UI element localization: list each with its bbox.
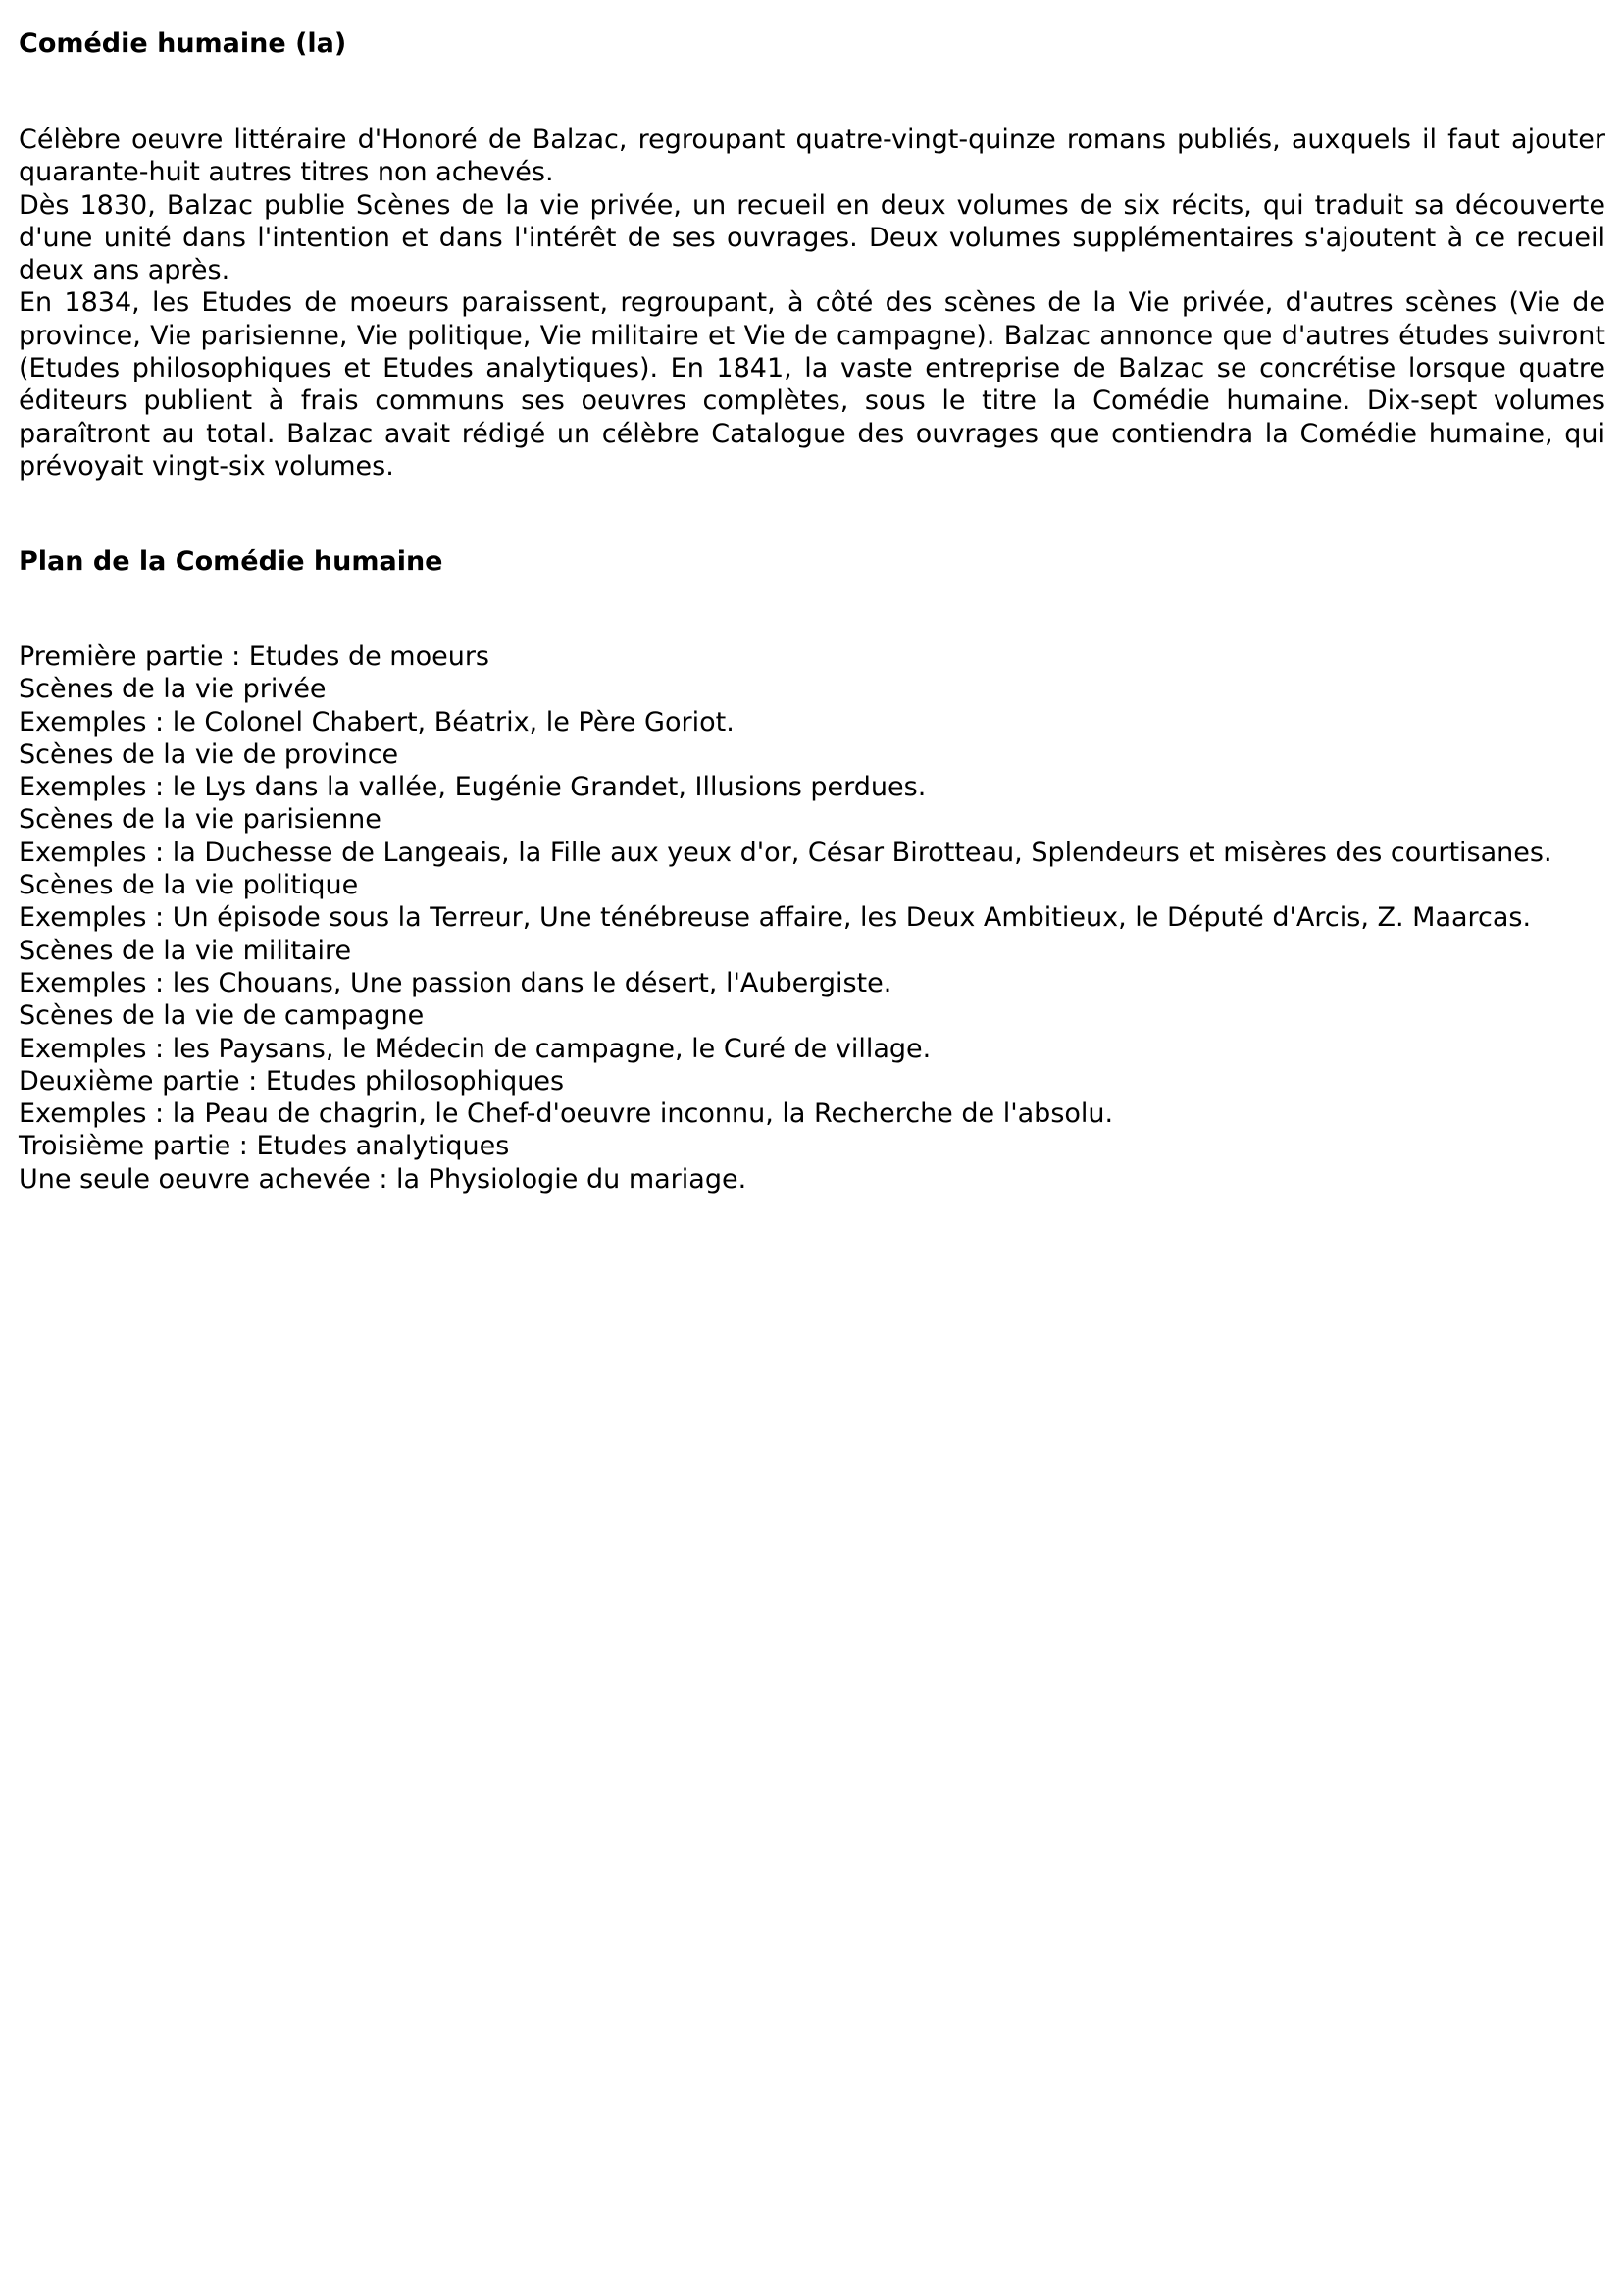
plan-scene-line: Scènes de la vie de province xyxy=(19,739,399,770)
plan-part-line: Troisième partie : Etudes analytiques xyxy=(19,1131,510,1162)
plan-scene-line: Scènes de la vie militaire xyxy=(19,935,352,966)
plan-list xyxy=(19,640,1605,1196)
plan-part-line: Première partie : Etudes de moeurs xyxy=(19,641,489,672)
plan-example-line: Exemples : la Duchesse de Langeais, la Fille aux yeux d'or, César Birotteau, Splendeurs et misères des courtisanes. xyxy=(19,837,1552,868)
plan-example-line: Une seule oeuvre achevée : la Physiologie du mariage. xyxy=(19,1163,747,1195)
plan-scene-line: Scènes de la vie parisienne xyxy=(19,804,381,836)
plan-example-line: Exemples : Un épisode sous la Terreur, Une ténébreuse affaire, les Deux Ambitieux, le Député d'Arcis, Z. Maarcas. xyxy=(19,902,1532,934)
intro-section xyxy=(19,124,1605,483)
intro-paragraph: Dès 1830, Balzac publie Scènes de la vie privée, un recueil en deux volumes de six récits, qui traduit sa découverte d'une unité dans l'intention et dans l'intérêt de ses ouvrages. Deux volumes supplémentaires s'ajoutent à ce recueil deux ans après. xyxy=(19,189,1605,286)
intro-paragraph: En 1834, les Etudes de moeurs paraissent, regroupant, à côté des scènes de la Vie privée, d'autres scènes (Vie de province, Vie parisienne, Vie politique, Vie militaire et Vie de campagne). Balzac annonce que d'autres études suivront (Etudes philosophiques et Etudes analytiques). En 1841, la vaste entreprise de Balzac se concrétise lorsque quatre éditeurs publient à frais communs ses oeuvres complètes, sous le titre la Comédie humaine. Dix-sept volumes paraîtront au total. Balzac avait rédigé un célèbre Catalogue des ouvrages que contiendra la Comédie humaine, qui prévoyait vingt-six volumes. xyxy=(19,287,1605,482)
plan-example-line: Exemples : le Colonel Chabert, Béatrix, le Père Goriot. xyxy=(19,706,735,738)
intro-paragraph: Célèbre oeuvre littéraire d'Honoré de Balzac, regroupant quatre-vingt-quinze romans publiés, auxquels il faut ajouter quarante-huit autres titres non achevés. xyxy=(19,125,1605,188)
plan-part-line: Deuxième partie : Etudes philosophiques xyxy=(19,1065,565,1096)
plan-example-line: Exemples : la Peau de chagrin, le Chef-d'oeuvre inconnu, la Recherche de l'absolu. xyxy=(19,1098,1114,1130)
plan-scene-line: Scènes de la vie de campagne xyxy=(19,1000,425,1032)
section-heading: Plan de la Comédie humaine xyxy=(19,546,443,577)
plan-example-line: Exemples : les Paysans, le Médecin de campagne, le Curé de village. xyxy=(19,1033,932,1064)
plan-scene-line: Scènes de la vie privée xyxy=(19,674,327,705)
plan-example-line: Exemples : le Lys dans la vallée, Eugénie Grandet, Illusions perdues. xyxy=(19,772,927,803)
page-title: Comédie humaine (la) xyxy=(19,28,347,59)
plan-scene-line: Scènes de la vie politique xyxy=(19,870,359,901)
plan-example-line: Exemples : les Chouans, Une passion dans le désert, l'Aubergiste. xyxy=(19,967,892,998)
